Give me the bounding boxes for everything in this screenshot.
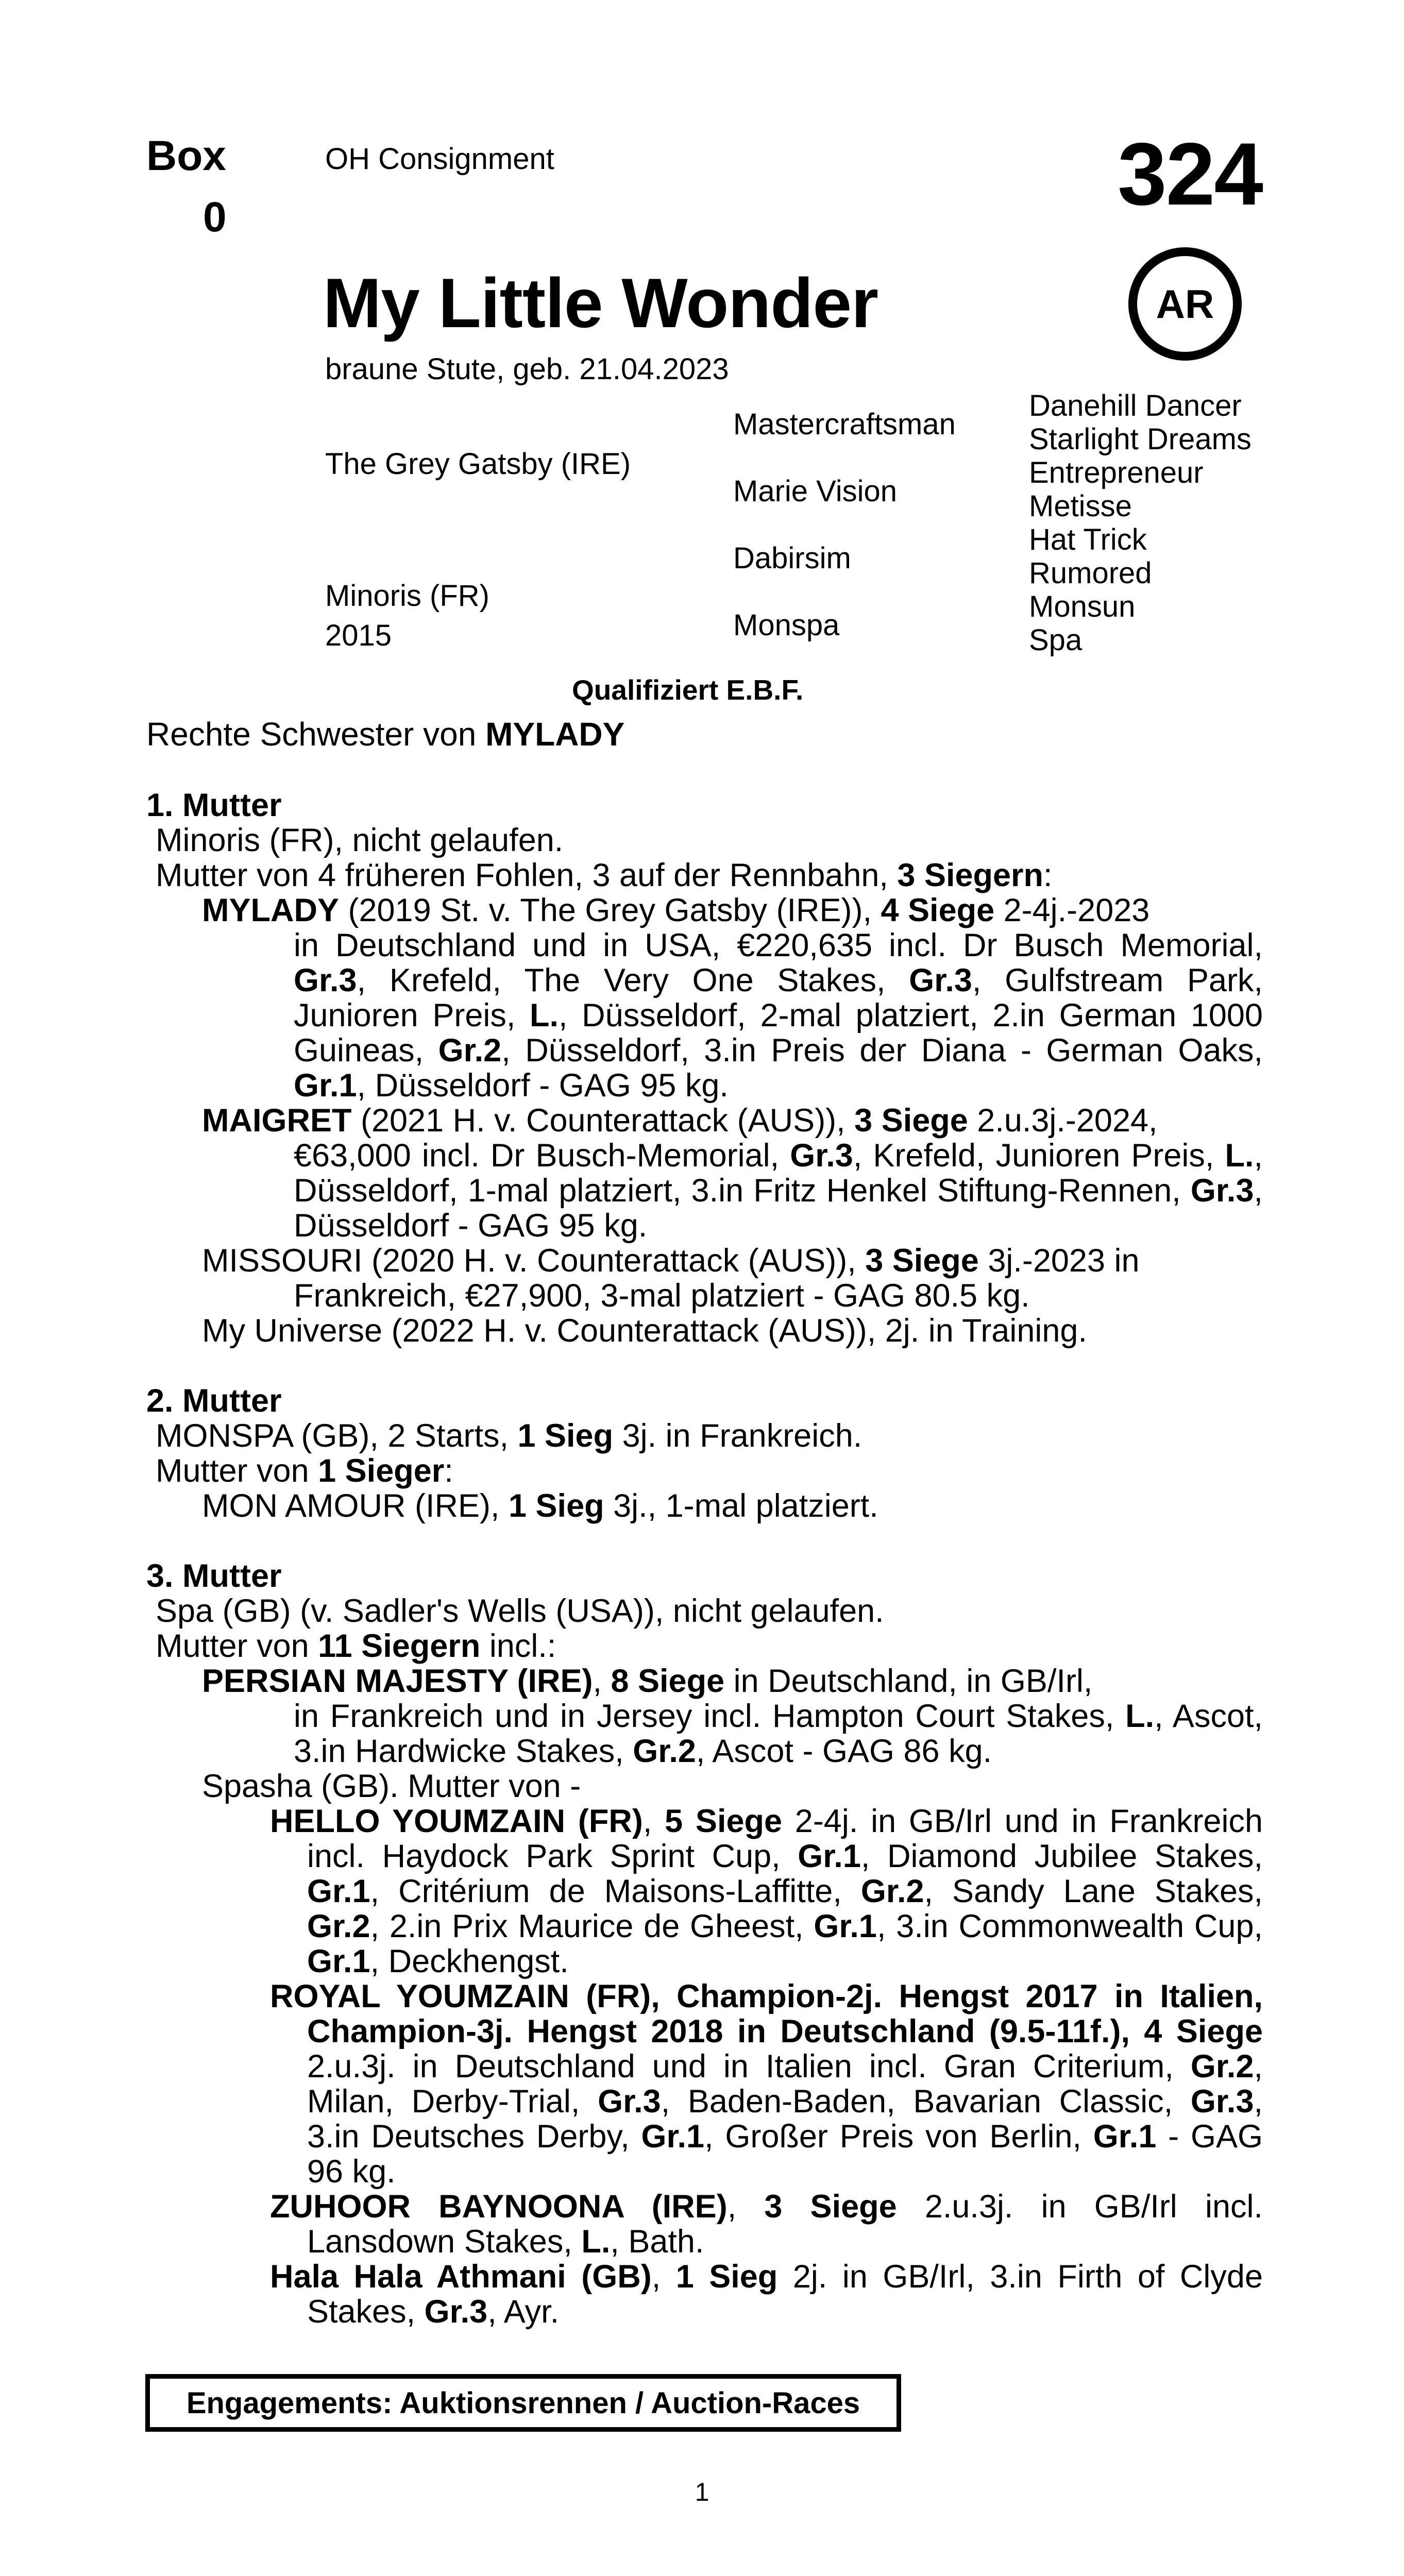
bold-run: L. [530, 997, 559, 1033]
first-dam-heading: 1. Mutter [146, 787, 282, 823]
text-run: in Deutschland und in USA, €220,635 incl. Dr Busch Memorial, [294, 927, 1263, 963]
grandfoal-text [270, 1804, 1263, 1979]
third-dam-produce-line [146, 1629, 1263, 1664]
grandfoal-entry [146, 1979, 1263, 2189]
text-run: - GAG 96 kg. [307, 2119, 1263, 2190]
text-run: 2.u.3j. in Deutschland und in Italien incl. Gran Criterium, [307, 2048, 1191, 2084]
consignment: OH Consignment [325, 142, 554, 176]
pedigree-gen3-item: Spa [1029, 623, 1082, 657]
pedigree-gen3-item: Danehill Dancer [1029, 389, 1242, 422]
foal-continuation [202, 1278, 1263, 1313]
text-run: , [727, 2189, 765, 2225]
catalogue-text [146, 788, 1263, 2329]
text-run: , 3.in Deutsches Derby, [307, 2083, 1263, 2155]
bold-run: 1 Sieg [509, 1488, 604, 1524]
lot-number: 324 [1118, 125, 1262, 224]
text-run: , Bath. [610, 2224, 704, 2260]
text-run: , Baden-Baden, Bavarian Classic, [661, 2083, 1191, 2120]
text-run: in Deutschland, in GB/Irl, [724, 1663, 1093, 1699]
pedigree-gen3-item: Rumored [1029, 556, 1152, 590]
pedigree-gen3-item: Hat Trick [1029, 523, 1147, 556]
foal-name: MISSOURI [202, 1243, 363, 1279]
foal-entry [146, 1769, 1263, 1804]
pedigree-gen3-item: Monsun [1029, 590, 1136, 623]
text-run: , Großer Preis von Berlin, [704, 2119, 1093, 2155]
grandfoal-entry [146, 2259, 1263, 2329]
foal-first-line [202, 1664, 1263, 1699]
text-run: (2021 H. v. Counterattack (AUS)), [351, 1103, 855, 1139]
foal-text: Spasha (GB). Mutter von - [202, 1768, 581, 1804]
bold-run: 5 Siege [665, 1803, 783, 1839]
grandfoal-text [270, 2259, 1263, 2329]
page-number: 1 [695, 2478, 709, 2506]
foal-name: ZUHOOR BAYNOONA (IRE) [270, 2189, 728, 2225]
bold-run: Gr.1 [307, 1873, 370, 1909]
text-run: , [651, 2259, 676, 2295]
ar-badge-icon [1128, 247, 1242, 361]
bold-run: Gr.3 [909, 962, 972, 998]
text-run: , [642, 1803, 665, 1839]
pedigree-gen2-item: Dabirsim [733, 541, 851, 575]
pedigree-gen3-item: Starlight Dreams [1029, 422, 1251, 456]
bold-run: Gr.3 [294, 962, 357, 998]
foal-name: HELLO YOUMZAIN (FR) [270, 1803, 643, 1839]
bold-run: Gr.3 [1190, 1173, 1254, 1209]
bold-run: 3 Siege [865, 1243, 979, 1279]
bold-run: 4 Siege [881, 892, 995, 928]
pedigree-gen2-item: Mastercraftsman [733, 408, 956, 441]
horse-description: braune Stute, geb. 21.04.2023 [325, 352, 729, 386]
bold-run: 3 Siege [764, 2189, 897, 2225]
bold-run: Gr.1 [814, 1908, 877, 1944]
text-run: : [1043, 857, 1053, 893]
text-run: , Krefeld, The Very One Stakes, [357, 962, 909, 998]
grandfoal-text [270, 2189, 1263, 2259]
text-run: Mutter von [156, 1453, 318, 1489]
first-dam-line: Minoris (FR), nicht gelaufen. [156, 822, 564, 858]
foal-name: PERSIAN MAJESTY (IRE) [202, 1663, 593, 1699]
bold-run: Gr.1 [294, 1067, 357, 1104]
text-run: , Critérium de Maisons-Laffitte, [370, 1873, 861, 1909]
third-dam-line: Spa (GB) (v. Sadler's Wells (USA)), nicht gelaufen. [156, 1593, 884, 1629]
sister-prefix: Rechte Schwester von [146, 716, 486, 753]
foal-first-line [202, 1243, 1263, 1278]
text-run: , Diamond Jubilee Stakes, [860, 1838, 1263, 1874]
text-run: in Frankreich und in Jersey incl. Hampton Court Stakes, [294, 1698, 1126, 1734]
text-run: , Ascot, 3.in Hardwicke Stakes, [294, 1698, 1263, 1769]
text-run: incl.: [480, 1628, 556, 1664]
bold-run: Gr.1 [641, 2119, 705, 2155]
bold-run: Gr.3 [1190, 2083, 1254, 2120]
text-run: , Düsseldorf - GAG 95 kg. [294, 1173, 1263, 1244]
foal-first-line [202, 1103, 1263, 1138]
foal-name: ROYAL YOUMZAIN (FR) [270, 1978, 651, 2014]
bold-run: Gr.2 [438, 1032, 502, 1069]
text-run: MONSPA (GB), 2 Starts, [156, 1418, 518, 1454]
sister-name: MYLADY [485, 716, 625, 753]
foal-name: Hala Hala Athmani (GB) [270, 2259, 652, 2295]
text-run: , Sandy Lane Stakes, [924, 1873, 1263, 1909]
qualification: Qualifiziert E.B.F. [572, 674, 804, 706]
text-run: , Düsseldorf - GAG 95 kg. [357, 1067, 729, 1104]
text-run: €63,000 incl. Dr Busch-Memorial, [294, 1138, 790, 1174]
bold-run: Gr.2 [1190, 2048, 1254, 2084]
second-dam-heading: 2. Mutter [146, 1383, 282, 1419]
text-run: 3j., 1-mal platziert. [604, 1488, 878, 1524]
text-run: MON AMOUR (IRE), [202, 1488, 509, 1524]
text-run: , 3.in Commonwealth Cup, [876, 1908, 1263, 1944]
text-run: , [593, 1663, 611, 1699]
bold-run: Gr.3 [424, 2294, 488, 2330]
bold-run: Gr.2 [307, 1908, 370, 1944]
bold-run: 11 Siegern [318, 1628, 481, 1664]
foal-name: MYLADY [202, 892, 339, 928]
bold-run: L. [1125, 1698, 1155, 1734]
text-run: : [444, 1453, 453, 1489]
text-run: 2.u.3j.-2024, [968, 1103, 1158, 1139]
text-run: , Ascot - GAG 86 kg. [696, 1733, 992, 1769]
foal-entry [146, 1313, 1263, 1348]
box-label: Box [146, 132, 226, 179]
foal-text: My Universe (2022 H. v. Counterattack (AUS)), 2j. in Training. [202, 1313, 1087, 1349]
second-dam-produce-line [146, 1453, 1263, 1488]
first-dam-produce-line [146, 858, 1263, 893]
ar-badge-text: AR [1156, 281, 1214, 327]
text-run: , Krefeld, Junioren Preis, [853, 1138, 1225, 1174]
text-run: (2020 H. v. Counterattack (AUS)), [362, 1243, 866, 1279]
pedigree-gen2-item: Monspa [733, 608, 840, 642]
text-run: , Düsseldorf, 1-mal platziert, 3.in Fritz Henkel Stiftung-Rennen, [294, 1138, 1263, 1209]
foal-entry [146, 1664, 1263, 1769]
bold-run: Gr.3 [598, 2083, 661, 2120]
bold-run: , Champion-2j. Hengst 2017 in Italien, Champion-3j. Hengst 2018 in Deutschland (9.5-11f.), 4 Siege [307, 1978, 1263, 2049]
text-run: , Ayr. [487, 2294, 560, 2330]
foal-name: MAIGRET [202, 1103, 352, 1139]
text-run: , Düsseldorf, 3.in Preis der Diana - German Oaks, [501, 1032, 1263, 1069]
horse-name: My Little Wonder [323, 264, 878, 342]
bold-run: 1 Sieg [675, 2259, 778, 2295]
second-dam-line [146, 1418, 1263, 1453]
text-run: Frankreich, €27,900, 3-mal platziert - GAG 80.5 kg. [294, 1278, 1030, 1314]
text-run: 3j.-2023 in [978, 1243, 1140, 1279]
text-run: , Düsseldorf, 2-mal platziert, 2.in German 1000 Guineas, [294, 997, 1263, 1069]
bold-run: 8 Siege [611, 1663, 725, 1699]
bold-run: 3 Siege [854, 1103, 968, 1139]
text-run: 2j. in GB/Irl, 3.in Firth of Clyde Stakes, [307, 2259, 1263, 2330]
text-run: 2-4j. in GB/Irl und in Frankreich incl. Haydock Park Sprint Cup, [307, 1803, 1263, 1874]
text-run: , Milan, Derby-Trial, [307, 2048, 1263, 2120]
pedigree-dam: Minoris (FR) [325, 579, 489, 613]
text-run: 2-4j.-2023 [994, 892, 1150, 928]
text-run: , Gulfstream Park, Junioren Preis, [294, 962, 1263, 1033]
grandfoal-entry [146, 1804, 1263, 1979]
text-run: 3j. in Frankreich. [613, 1418, 862, 1454]
third-dam-heading: 3. Mutter [146, 1558, 282, 1594]
foal-entry [146, 1243, 1263, 1313]
text-run: , 2.in Prix Maurice de Gheest, [370, 1908, 814, 1944]
foal-continuation [202, 1699, 1263, 1769]
bold-run: Gr.3 [790, 1138, 853, 1174]
bold-run: Gr.1 [307, 1943, 370, 1979]
bold-run: Gr.1 [1093, 2119, 1157, 2155]
text-run: Mutter von [156, 1628, 318, 1664]
bold-run: L. [1225, 1138, 1254, 1174]
bold-run: 1 Sieger [318, 1453, 445, 1489]
foal-first-line [202, 893, 1263, 928]
foal-entry [146, 1488, 1263, 1523]
foal-entry [146, 1103, 1263, 1243]
pedigree-gen3-item: Metisse [1029, 489, 1132, 523]
text-run: (2019 St. v. The Grey Gatsby (IRE)), [339, 892, 881, 928]
pedigree-dam-year: 2015 [325, 619, 392, 652]
text-run: Mutter von 4 früheren Fohlen, 3 auf der Rennbahn, [156, 857, 898, 893]
foal-entry [146, 893, 1263, 1103]
text-run: , Deckhengst. [370, 1943, 569, 1979]
engagements-text: Engagements: Auktionsrennen / Auction-Races [186, 2386, 860, 2420]
pedigree-sire: The Grey Gatsby (IRE) [325, 447, 631, 481]
grandfoal-entry [146, 2189, 1263, 2259]
bold-run: Gr.1 [798, 1838, 861, 1874]
foal-continuation [202, 1138, 1263, 1243]
engagements-box [145, 2374, 901, 2432]
foal-continuation [202, 928, 1263, 1103]
box-number: 0 [203, 194, 227, 241]
pedigree-gen3-item: Entrepreneur [1029, 456, 1204, 489]
bold-run: L. [581, 2224, 611, 2260]
bold-run: Gr.2 [633, 1733, 696, 1769]
bold-run: 3 Siegern [897, 857, 1044, 893]
bold-run: Gr.2 [860, 1873, 924, 1909]
bold-run: 1 Sieg [517, 1418, 614, 1454]
text-run: 2.u.3j. in GB/Irl incl. Lansdown Stakes, [307, 2189, 1263, 2260]
sister-line [146, 718, 624, 751]
pedigree-gen2-item: Marie Vision [733, 474, 898, 508]
grandfoal-text [270, 1979, 1263, 2189]
